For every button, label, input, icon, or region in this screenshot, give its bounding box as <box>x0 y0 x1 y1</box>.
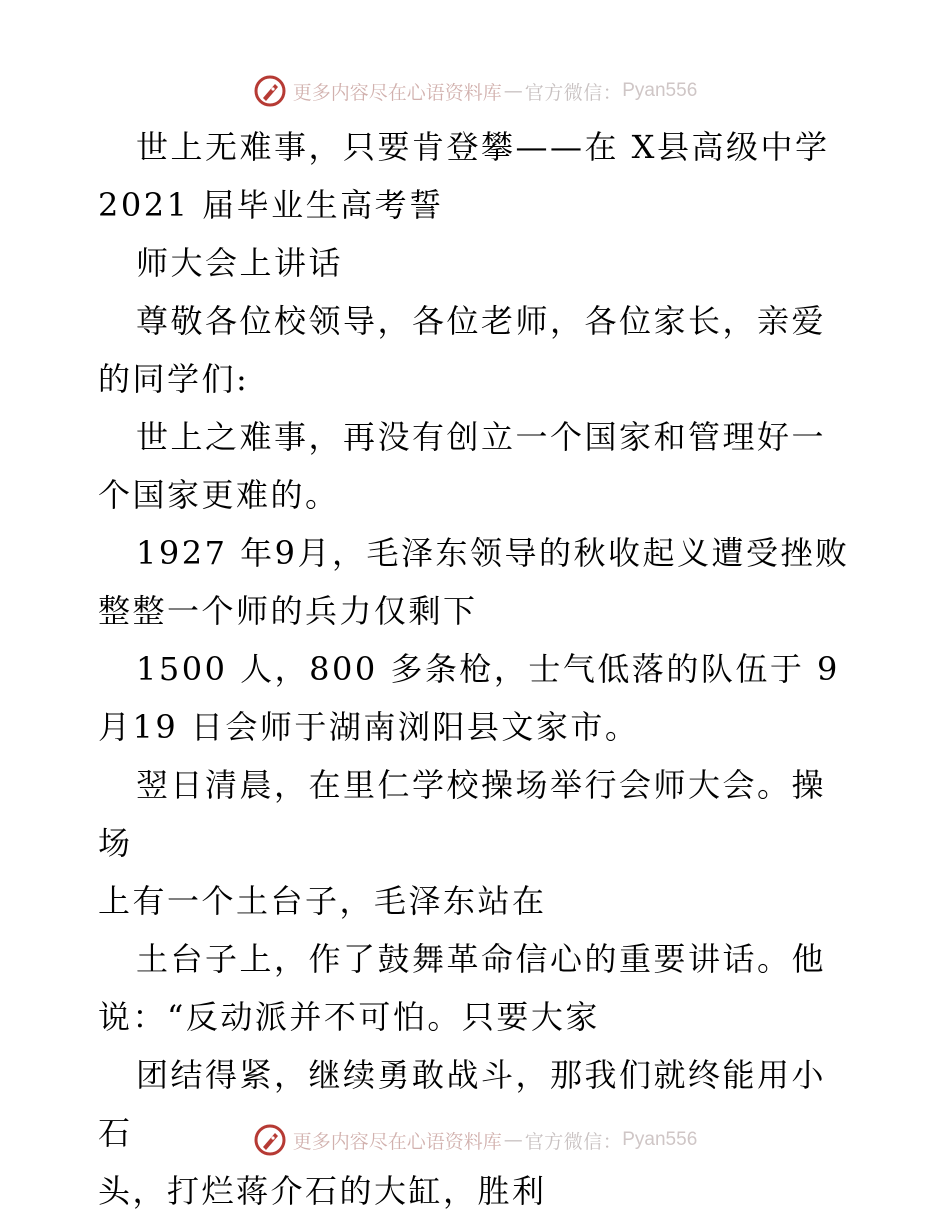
paragraph-troops: 1500 人，800 多条枪，士气低落的队伍于 9月19 日会师于湖南浏阳县文家市。 <box>98 650 840 746</box>
document-title-line-2: 2021 届毕业生高考誓 <box>98 186 444 224</box>
watermark-contact-id: Pyan556 <box>622 1129 698 1150</box>
paragraph-history-line-1: 1927 年9月，毛泽东领导的秋收起义遭受挫败 <box>136 534 850 572</box>
paragraph-salutation: 尊敬各位校领导，各位老师，各位家长，亲爱的同学们: <box>98 302 827 398</box>
paragraph-subtitle: 师大会上讲话 <box>136 244 344 282</box>
document-body <box>98 118 858 1220</box>
paragraph-unity-line-2: 头，打烂蒋介石的大缸，胜利 <box>98 1172 547 1210</box>
paragraph-opening: 世上之难事，再没有创立一个国家和管理好一个国家更难的。 <box>98 418 827 514</box>
pen-nib-logo-icon <box>253 74 287 108</box>
watermark-separator: — <box>503 80 523 102</box>
watermark-text: 更多内容尽在心语资料库 <box>292 81 502 104</box>
paragraph-meeting-line-1: 翌日清晨，在里仁学校操场举行会师大会。操场 <box>98 766 827 862</box>
pen-nib-logo-icon <box>253 1123 287 1157</box>
paragraph-speech-line-1: 土台子上，作了鼓舞革命信心的重要讲话。他 <box>136 940 827 978</box>
document-title-line-1: 世上无难事，只要肯登攀——在 X县高级中学 <box>136 128 830 166</box>
watermark-contact-id: Pyan556 <box>622 80 698 101</box>
watermark-contact-label: 官方微信： <box>524 1130 623 1153</box>
paragraph-meeting-line-2: 上有一个土台子，毛泽东站在 <box>98 882 547 920</box>
watermark-separator: — <box>503 1129 523 1151</box>
header-watermark <box>0 71 950 111</box>
paragraph-speech-line-2: 说：“反动派并不可怕。只要大家 <box>98 998 600 1036</box>
watermark-text: 更多内容尽在心语资料库 <box>292 1130 502 1153</box>
paragraph-history-line-2: 整整一个师的兵力仅剩下 <box>98 592 478 630</box>
footer-watermark <box>0 1120 950 1160</box>
paragraph-unity-line-1: 团结得紧，继续勇敢战斗，那我们就终能用小石 <box>98 1056 827 1152</box>
watermark-contact-label: 官方微信： <box>524 81 623 104</box>
